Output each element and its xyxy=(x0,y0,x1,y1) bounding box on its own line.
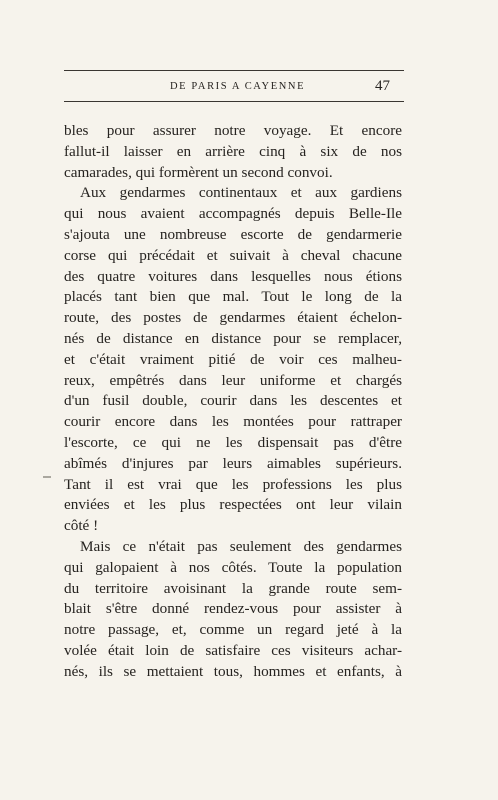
text-line: côté ! xyxy=(64,517,99,535)
text-line: qui galopaient à nos côtés. Toute la population xyxy=(64,558,402,576)
page-number: 47 xyxy=(375,78,390,94)
text-line: abîmés d'injures par leurs aimables supérieurs. xyxy=(64,454,402,472)
running-head: DE PARIS A CAYENNE xyxy=(170,81,306,92)
text-line: Tant il est vrai que les professions les plus xyxy=(64,475,402,493)
text-line: et c'était vraiment pitié de voir ces malheu- xyxy=(64,350,402,368)
text-line: nés, ils se mettaient tous, hommes et enfants, à xyxy=(64,662,402,680)
text-line: notre passage, et, comme un regard jeté à la xyxy=(64,621,402,639)
text-line: blait s'être donné rendez-vous pour assister à xyxy=(64,600,402,618)
text-line: nés de distance en distance pour se remplacer, xyxy=(64,330,402,347)
text-line: camarades, qui formèrent un second convoi. xyxy=(64,163,333,181)
header-top-rule xyxy=(64,70,404,71)
text-line: corse qui précédait et suivait à cheval chacune xyxy=(64,246,402,264)
text-line: l'escorte, ce qui ne les dispensait pas d'être xyxy=(64,434,402,451)
text-line: d'un fusil double, courir dans les descentes et xyxy=(64,392,402,410)
margin-mark xyxy=(43,476,51,478)
text-line: courir encore dans les montées pour rattraper xyxy=(64,413,402,431)
text-line: route, des postes de gendarmes étaient échelon- xyxy=(64,309,402,327)
text-line: qui nous avaient accompagnés depuis Belle-Ile xyxy=(64,205,402,223)
text-line: reux, empêtrés dans leur uniforme et chargés xyxy=(64,371,402,389)
header-bottom-rule xyxy=(64,101,404,102)
text-line: placés tant bien que mal. Tout le long de la xyxy=(64,288,402,306)
text-line: s'ajouta une nombreuse escorte de gendarmerie xyxy=(64,226,402,243)
text-line: enviées et les plus respectées ont leur vilain xyxy=(64,496,402,514)
text-line: Aux gendarmes continentaux et aux gardiens xyxy=(80,184,402,202)
text-line: des quatre voitures dans lesquelles nous étions xyxy=(64,267,402,285)
text-line: volée était loin de satisfaire ces visiteurs achar- xyxy=(64,642,402,659)
text-line: du territoire avoisinant la grande route sem- xyxy=(64,579,402,597)
text-line: bles pour assurer notre voyage. Et encore xyxy=(64,122,402,139)
text-line: Mais ce n'était pas seulement des gendarmes xyxy=(80,538,402,555)
text-line: fallut-il laisser en arrière cinq à six de nos xyxy=(64,142,402,160)
